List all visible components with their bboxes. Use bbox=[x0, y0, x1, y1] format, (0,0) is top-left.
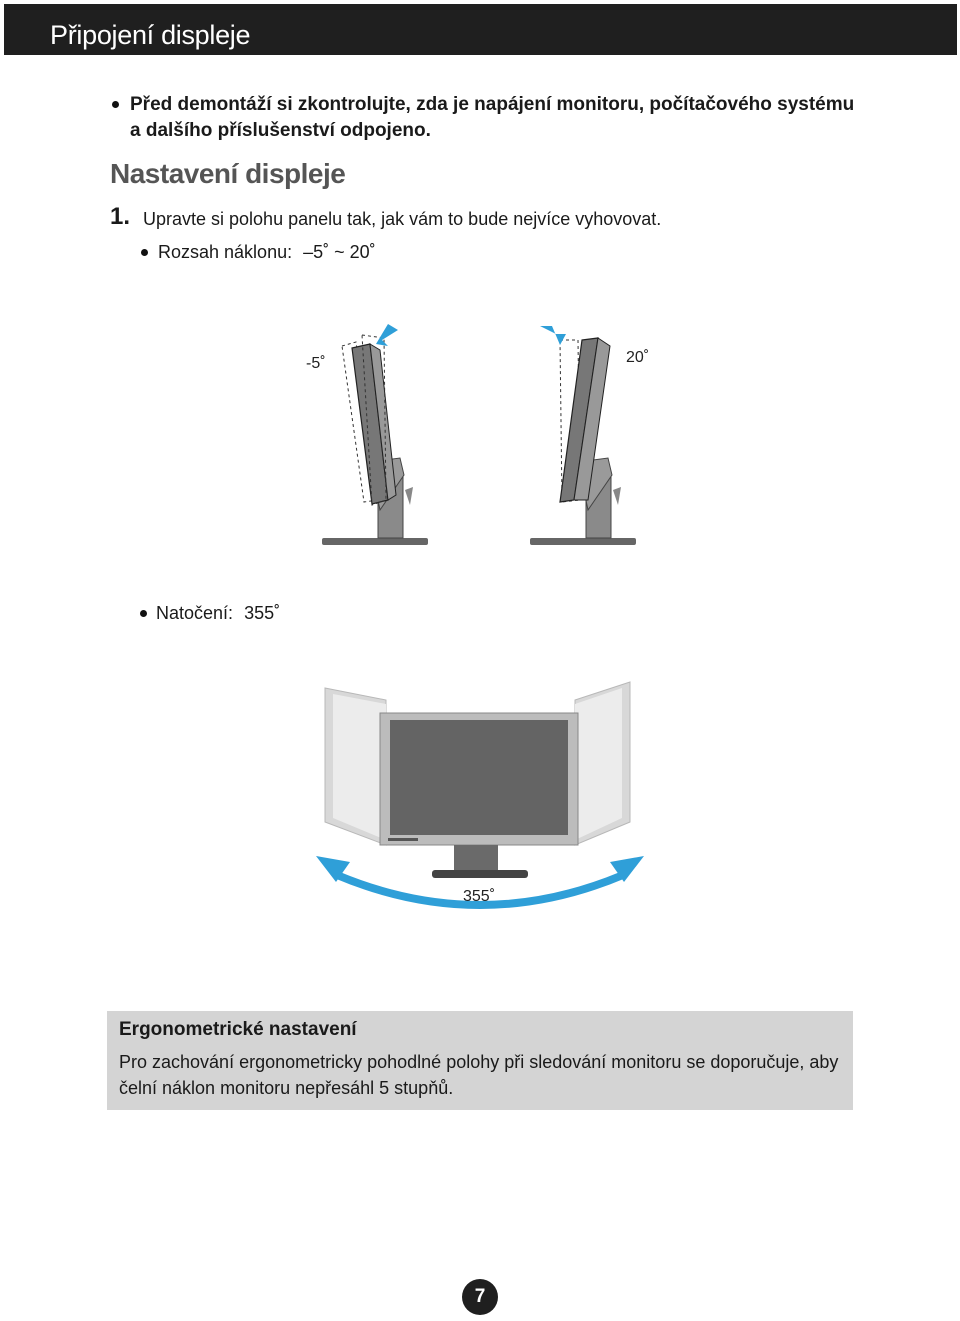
swivel-figure-label: 355˚ bbox=[463, 888, 496, 905]
step-number: 1. bbox=[110, 203, 131, 230]
swivel-range bbox=[156, 603, 280, 624]
tilt-left-label: -5˚ bbox=[306, 355, 326, 372]
blue-arrow-icon bbox=[376, 324, 398, 346]
bullet-dot bbox=[140, 610, 147, 617]
warning-text: Před demontáží si zkontrolujte, zda je napájení monitoru, počítačového systému a dalšího příslušenství odpojeno. bbox=[130, 94, 855, 141]
page-number: 7 bbox=[462, 1279, 498, 1315]
tilt-right-label: 20˚ bbox=[626, 349, 650, 366]
swivel-value: 355˚ bbox=[244, 603, 281, 623]
swivel-label: Natočení: bbox=[156, 603, 234, 623]
note-title: Ergonometrické nastavení bbox=[119, 1019, 357, 1040]
tilt-forward-monitor-illustration bbox=[530, 326, 649, 545]
note-body: Pro zachování ergonometricky pohodlné polohy při sledování monitoru se doporučuje, aby čelní náklon monitoru nepřesáhl 5 stupňů. bbox=[119, 1052, 839, 1098]
tilt-range-value: –5˚ ~ 20˚ bbox=[303, 242, 376, 262]
step-text: Upravte si polohu panelu tak, jak vám to bude nejvíce vyhovovat. bbox=[143, 209, 662, 229]
tilt-range-label: Rozsah náklonu: bbox=[158, 242, 293, 262]
blue-arrow-icon bbox=[540, 326, 566, 345]
page-title: Připojení displeje bbox=[50, 20, 251, 50]
swivel-monitor-illustration bbox=[316, 682, 644, 909]
note-box bbox=[107, 1011, 853, 1110]
section-title: Nastavení displeje bbox=[110, 158, 346, 189]
tilt-back-monitor-illustration bbox=[306, 324, 428, 545]
